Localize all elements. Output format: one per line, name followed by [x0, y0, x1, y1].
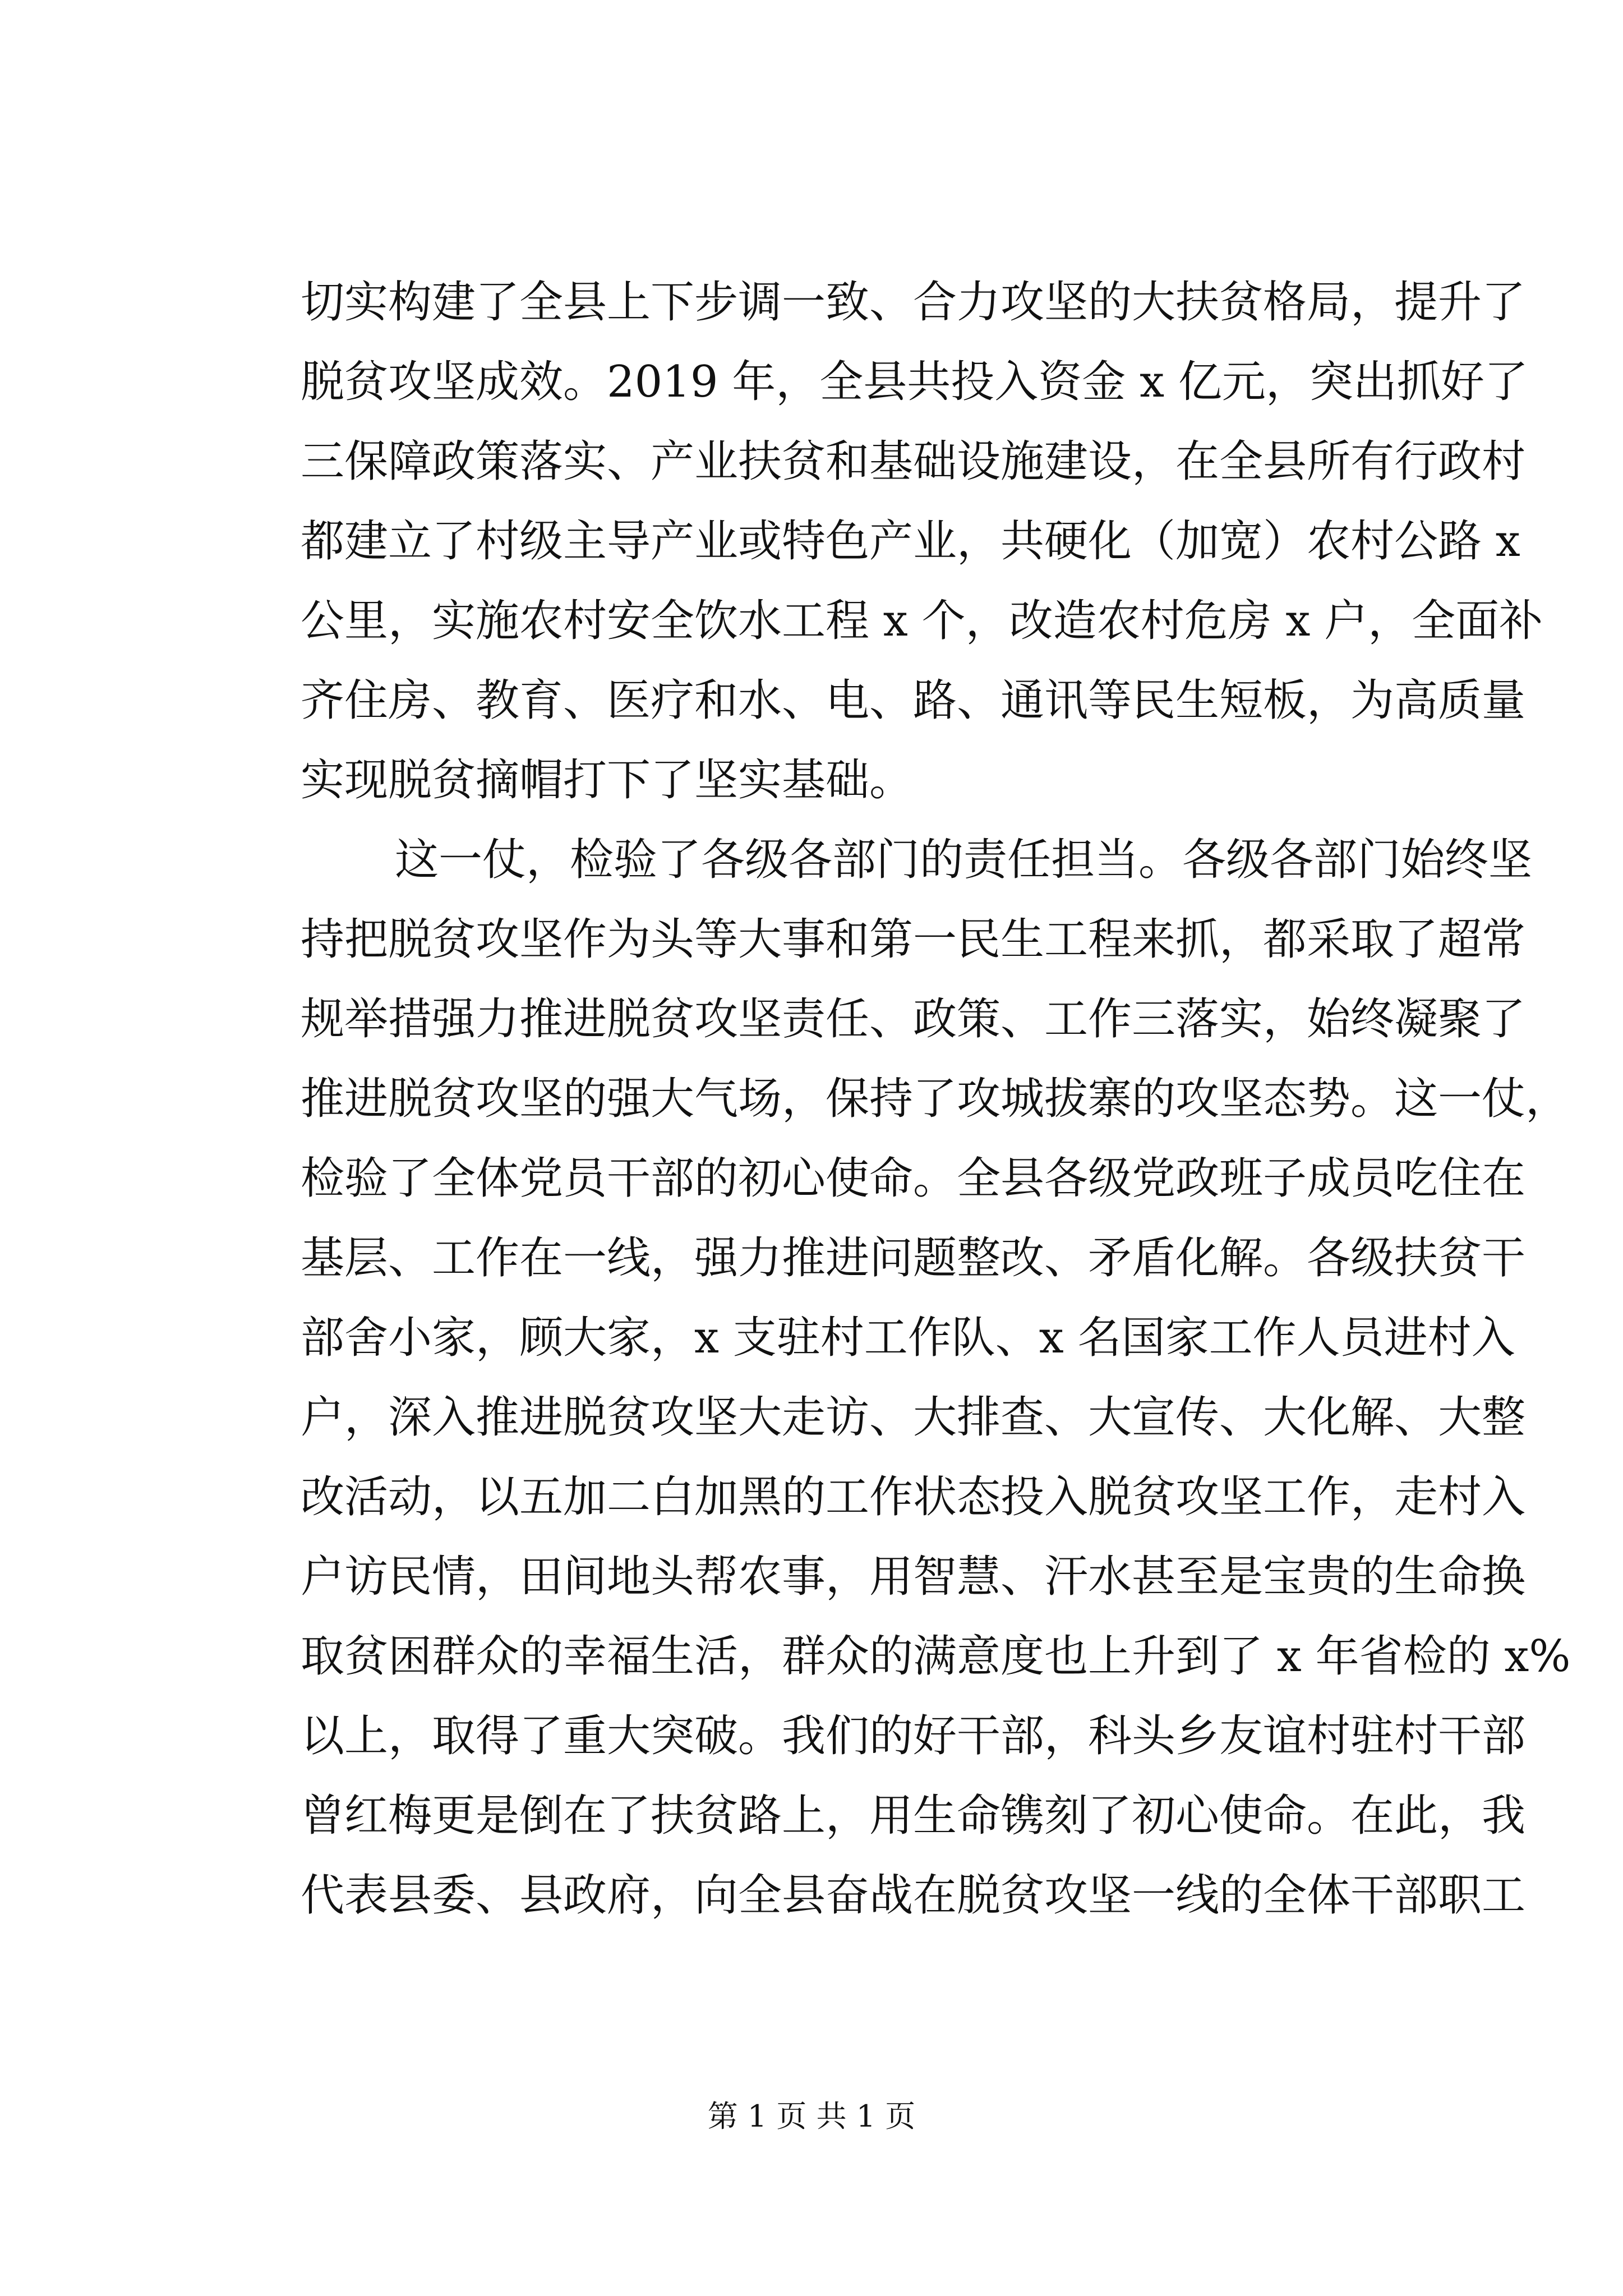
text-line: 改活动，以五加二白加黑的工作状态投入脱贫攻坚工作，走村入: [301, 1472, 1526, 1522]
text-line: 切实构建了全县上下步调一致、合力攻坚的大扶贫格局，提升了: [301, 277, 1526, 328]
text-line: 户访民情，田间地头帮农事，用智慧、汗水甚至是宝贵的生命换: [301, 1552, 1526, 1602]
text-line: 部舍小家，顾大家，x 支驻村工作队、x 名国家工作人员进村入: [301, 1313, 1515, 1363]
text-line: 规举措强力推进脱贫攻坚责任、政策、工作三落实，始终凝聚了: [301, 994, 1526, 1045]
text-line: 基层、工作在一线，强力推进问题整改、矛盾化解。各级扶贫干: [301, 1233, 1526, 1283]
text-line: 脱贫攻坚成效。2019 年，全县共投入资金 x 亿元，突出抓好了: [301, 357, 1528, 407]
text-line: 代表县委、县政府，向全县奋战在脱贫攻坚一线的全体干部职工: [301, 1870, 1526, 1921]
text-line: 推进脱贫攻坚的强大气场，保持了攻城拔寨的攻坚态势。这一仗，: [301, 1074, 1570, 1124]
text-line: 齐住房、教育、医疗和水、电、路、通讯等民生短板，为高质量: [301, 675, 1526, 726]
text-line: 检验了全体党员干部的初心使命。全县各级党政班子成员吃住在: [301, 1153, 1526, 1204]
page-footer: [0, 2097, 1623, 2136]
paragraph-2: [301, 820, 1571, 1935]
text-line: 都建立了村级主导产业或特色产业，共硬化（加宽）农村公路 x: [301, 516, 1520, 567]
text-line: 持把脱贫攻坚作为头等大事和第一民生工程来抓，都采取了超常: [301, 914, 1526, 965]
paragraph-1: [301, 263, 1543, 820]
text-line: 这一仗，检验了各级各部门的责任担当。各级各部门始终坚: [395, 835, 1533, 885]
text-line: 曾红梅更是倒在了扶贫路上，用生命镌刻了初心使命。在此，我: [301, 1791, 1526, 1841]
text-line: 取贫困群众的幸福生活，群众的满意度也上升到了 x 年省检的 x%: [301, 1631, 1571, 1682]
text-line: 以上，取得了重大突破。我们的好干部，科头乡友谊村驻村干部: [301, 1711, 1526, 1761]
text-line: 三保障政策落实、产业扶贫和基础设施建设，在全县所有行政村: [301, 436, 1526, 487]
body-text: [301, 263, 1571, 1935]
text-line: 户，深入推进脱贫攻坚大走访、大排查、大宣传、大化解、大整: [301, 1392, 1526, 1443]
text-line: 实现脱贫摘帽打下了坚实基础。: [301, 755, 914, 806]
page-number-label: 第 1 页 共 1 页: [707, 2099, 916, 2134]
text-line: 公里，实施农村安全饮水工程 x 个，改造农村危房 x 户，全面补: [301, 596, 1543, 646]
